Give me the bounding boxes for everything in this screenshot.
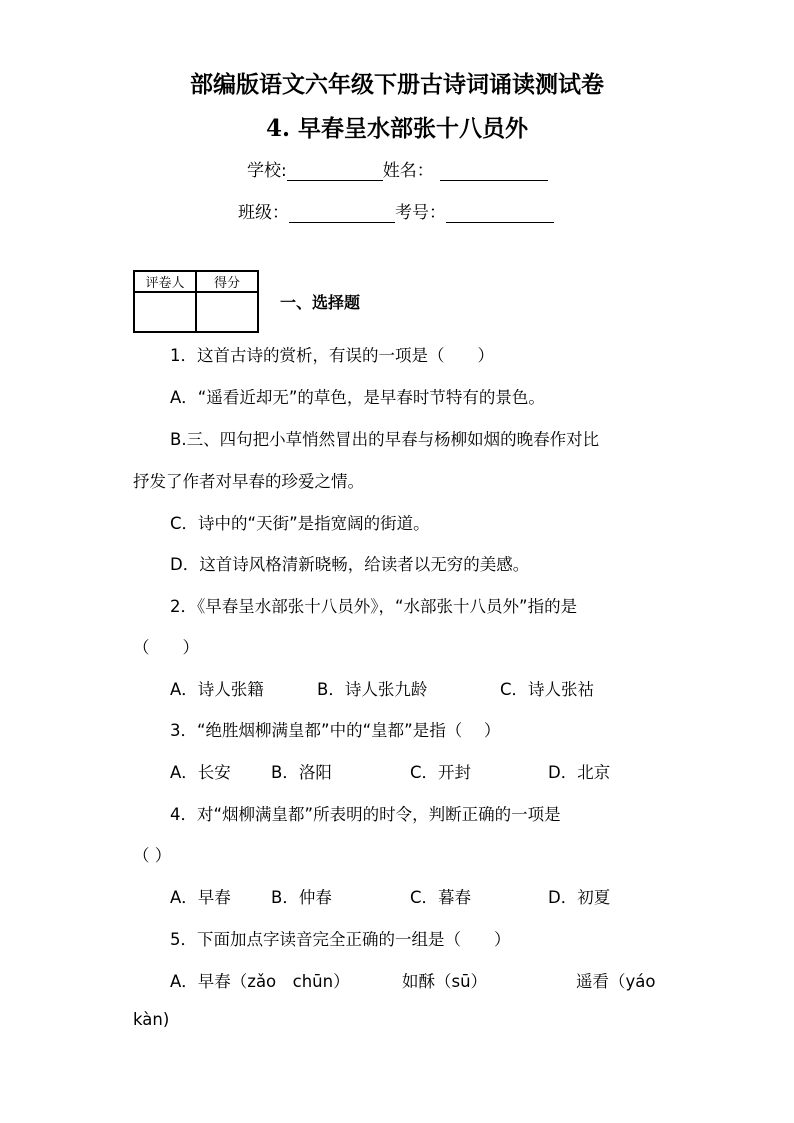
exam-no-label: 考号：	[395, 203, 446, 223]
class-label: 班级：	[238, 203, 289, 223]
q3-option-a: A．长安	[170, 763, 231, 782]
school-name-row	[247, 156, 548, 181]
q2-option-b: B．诗人张九龄	[317, 680, 428, 699]
q4-option-b: B．仲春	[271, 888, 332, 907]
q5-option-a-3: 遥看（yáo	[576, 972, 656, 991]
question-5: 5．下面加点字读音完全正确的一组是（ ）	[170, 930, 511, 949]
q2-option-a: A．诗人张籍	[170, 680, 264, 699]
score-header: 得分	[196, 271, 258, 292]
q4-option-a: A．早春	[170, 888, 231, 907]
q5-option-a-cont: kàn)	[133, 1010, 170, 1029]
q4-option-d: D．初夏	[548, 888, 611, 907]
score-table	[133, 270, 259, 333]
q1-option-d: D．这首诗风格清新晓畅，给读者以无穷的美感。	[170, 555, 530, 574]
q5-option-a-1: A．早春（zǎo chūn）	[170, 972, 350, 991]
grader-header: 评卷人	[134, 271, 196, 292]
class-blank[interactable]	[289, 204, 395, 223]
name-blank[interactable]	[440, 162, 548, 181]
grader-cell	[134, 292, 196, 332]
q3-option-b: B．洛阳	[271, 763, 332, 782]
q1-option-b: B.三、四句把小草悄然冒出的早春与杨柳如烟的晚春作对比	[170, 430, 600, 449]
school-label: 学校:	[247, 161, 287, 181]
section-heading: 一、选择题	[280, 293, 361, 312]
class-exam-row	[238, 198, 554, 223]
q3-option-d: D．北京	[548, 763, 611, 782]
score-cell	[196, 292, 258, 332]
q1-option-a: A．“遥看近却无”的草色，是早春时节特有的景色。	[170, 388, 545, 407]
q4-option-c: C．暮春	[410, 888, 472, 907]
q1-option-c: C．诗中的“天街”是指宽阔的街道。	[170, 514, 430, 533]
question-4: 4．对“烟柳满皇都”所表明的时令，判断正确的一项是	[170, 805, 561, 824]
question-2: 2．《早春呈水部张十八员外》，“水部张十八员外”指的是	[170, 597, 578, 616]
question-1: 1．这首古诗的赏析，有误的一项是（ ）	[170, 346, 494, 365]
school-blank[interactable]	[287, 162, 383, 181]
question-2-paren: （ ）	[133, 638, 199, 657]
name-label: 姓名：	[382, 161, 434, 181]
q5-option-a-2: 如酥（sū）	[402, 972, 488, 991]
poem-title: 4. 早春呈水部张十八员外	[265, 115, 529, 142]
question-3: 3．“绝胜烟柳满皇都”中的“皇都”是指（ ）	[170, 721, 501, 740]
q2-option-c: C．诗人张祜	[500, 680, 595, 699]
question-4-paren: （ ）	[133, 846, 172, 865]
page-title: 部编版语文六年级下册古诗词诵读测试卷	[190, 71, 604, 98]
q1-option-b-cont: 抒发了作者对早春的珍爱之情。	[133, 472, 364, 491]
q3-option-c: C．开封	[410, 763, 472, 782]
exam-no-blank[interactable]	[446, 204, 554, 223]
